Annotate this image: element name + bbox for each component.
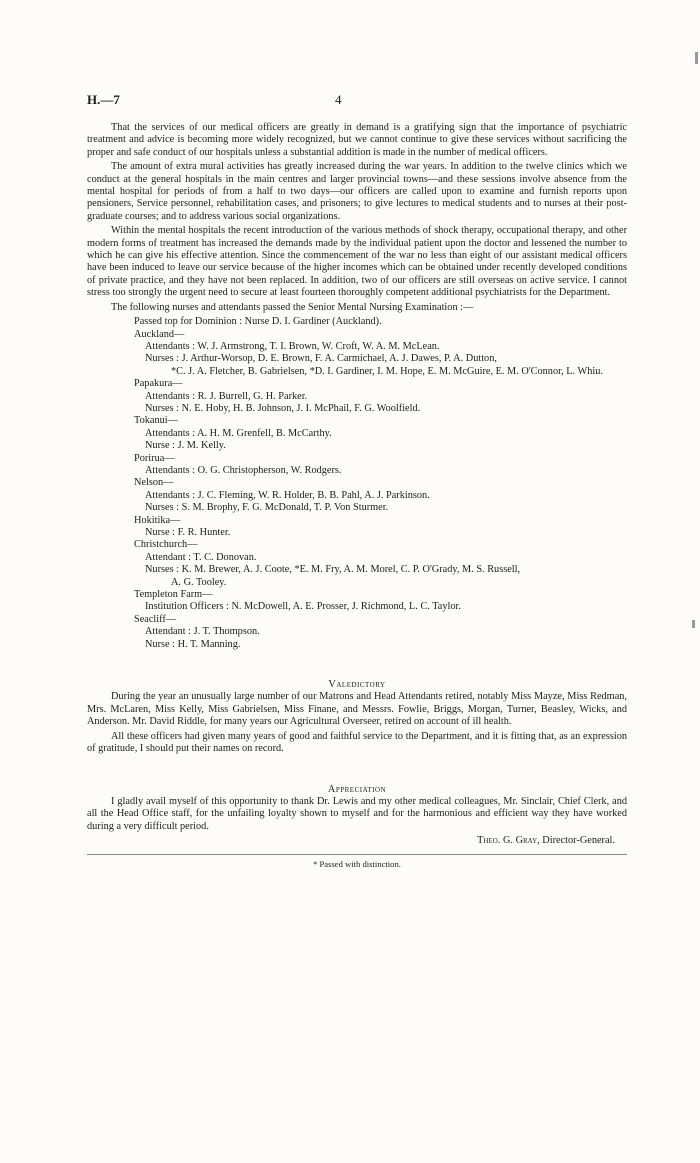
hospital-seacliff: Seacliff— — [134, 613, 177, 625]
appreciation-heading: Appreciation — [327, 783, 387, 795]
appreciation-paragraph: I gladly avail myself of this opportunity to thank Dr. Lewis and my other medical colleagues, Mr. Sinclair, Chief Clerk, and all the Head Office staff, for the unfailing loyalty shown to myself and for the harmonious and efficient way they have worked during a very difficult period. — [87, 795, 627, 832]
christchurch-nurses: Nurses : K. M. Brewer, A. J. Coote, *E. M. Fry, A. M. Morel, C. P. O'Grady, M. S. Russell, — [145, 564, 521, 576]
signature-name: Theo. G. Gray, — [477, 835, 540, 847]
hospital-auckland: Auckland— — [134, 328, 185, 340]
christchurch-attendant: Attendant : T. C. Donovan. — [145, 551, 257, 563]
porirua-attendants: Attendants : O. G. Christopherson, W. Rodgers. — [145, 464, 342, 476]
hospital-porirua: Porirua— — [134, 452, 175, 464]
auckland-attendants: Attendants : W. J. Armstrong, T. I. Brown, W. Croft, W. A. M. McLean. — [145, 340, 440, 352]
footnote-rule — [87, 854, 627, 855]
christchurch-nurses-cont: A. G. Tooley. — [171, 576, 227, 588]
hospital-tokanui: Tokanui— — [134, 415, 178, 427]
auckland-nurses-cont: *C. J. A. Fletcher, B. Gabrielsen, *D. I. Gardiner, I. M. Hope, E. M. McGuire, E. M. O'Connor, L. Whiu. — [171, 365, 603, 377]
seacliff-nurse: Nurse : H. T. Manning. — [145, 638, 241, 650]
tokanui-attendants: Attendants : A. H. M. Grenfell, B. McCarthy. — [145, 427, 332, 439]
hospital-templeton: Templeton Farm— — [134, 589, 213, 601]
exam-top-line: Passed top for Dominion : Nurse D. I. Gardiner (Auckland). — [134, 316, 382, 328]
nelson-nurses: Nurses : S. M. Brophy, F. G. McDonald, T. P. Von Sturmer. — [145, 502, 389, 514]
hospital-papakura: Papakura— — [134, 378, 183, 390]
paragraph-shock-therapy: Within the mental hospitals the recent introduction of the various methods of shock therapy, occupational therapy, and other modern forms of treatment has increased the demands made by the individual patient upon the doctor and lessened the number to which he can give his effective attention. Since the commencement of the war no less than eight of our assistant medical officers have been induced to leave our service because of the higher incomes which can be obtained under recently developed conditions of private practice, and they have not been replaced. In addition, two of our officers are still overseas on active service. I cannot stress too strongly the urgent need to secure at least fourteen thoroughly competent additional psychiatrists for the Department. — [87, 225, 627, 299]
nelson-attendants: Attendants : J. C. Fleming, W. R. Holder, B. B. Pahl, A. J. Parkinson. — [145, 489, 430, 501]
paragraph-medical-officers: That the services of our medical officers are greatly in demand is a gratifying sign that the importance of psychiatric treatment and advice is becoming more widely recognized, but we cannot continue to give these services without sacrificing the proper and safe conduct of our hospitals unless a substantial addition is made in the number of medical officers. — [87, 122, 627, 158]
document-code: H.—7 — [87, 92, 120, 107]
page-header — [87, 94, 627, 112]
edge-mark-top — [695, 52, 698, 64]
hospital-christchurch: Christchurch— — [134, 539, 198, 551]
valedictory-paragraph-2: All these officers had given many years of good and faithful service to the Department, and it is fitting that, as an expression of gratitude, I should put their names on record. — [87, 730, 627, 755]
document-page — [87, 94, 627, 870]
auckland-nurses: Nurses : J. Arthur-Worsop, D. E. Brown, F. A. Carmichael, A. J. Dawes, P. A. Dutton, — [145, 353, 497, 365]
papakura-attendants: Attendants : R. J. Burrell, G. H. Parker. — [145, 390, 308, 402]
hospital-nelson: Nelson— — [134, 477, 174, 489]
seacliff-attendant: Attendant : J. T. Thompson. — [145, 626, 260, 638]
page-number: 4 — [335, 92, 342, 107]
footnote: * Passed with distinction. — [313, 858, 401, 869]
paragraph-extra-mural: The amount of extra mural activities has greatly increased during the war years. In addition to the twelve clinics which we conduct at the general hospitals in the main centres and larger provincial towns—and these sessions involve absence from the mental hospital for periods of from a half to two days—our officers are called upon to examine and furnish reports upon pensioners, Service personnel, rehabilitation cases, and prisoners; to give lectures to medical students and to nurses at their post-graduate courses; and to address various social organizations. — [87, 161, 627, 222]
hospital-hokitika: Hokitika— — [134, 514, 181, 526]
signature — [87, 835, 627, 847]
signature-title: Director-General. — [539, 835, 615, 847]
hokitika-nurse: Nurse : F. R. Hunter. — [145, 527, 231, 538]
edge-mark-middle — [692, 620, 695, 628]
valedictory-paragraph-1: During the year an unusually large number of our Matrons and Head Attendants retired, notably Miss Mayze, Miss Redman, Mrs. McLaren, Miss Kelly, Miss Gabrielsen, Miss Finane, and Messrs. Fowlie, Briggs, Morgan, Turner, Beasley, Wicks, and Anderson. Mr. David Riddle, for many years our Agricultural Overseer, retired on account of ill health. — [87, 691, 627, 728]
papakura-nurses: Nurses : N. E. Hoby, H. B. Johnson, J. I. McPhail, F. G. Woolfield. — [145, 402, 421, 414]
tokanui-nurse: Nurse : J. M. Kelly. — [145, 440, 226, 452]
exam-intro: The following nurses and attendants passed the Senior Mental Nursing Examination :— — [111, 301, 474, 313]
templeton-officers: Institution Officers : N. McDowell, A. E. Prosser, J. Richmond, L. C. Taylor. — [145, 601, 461, 613]
exam-list — [87, 316, 627, 651]
valedictory-heading: Valedictory — [328, 679, 386, 691]
